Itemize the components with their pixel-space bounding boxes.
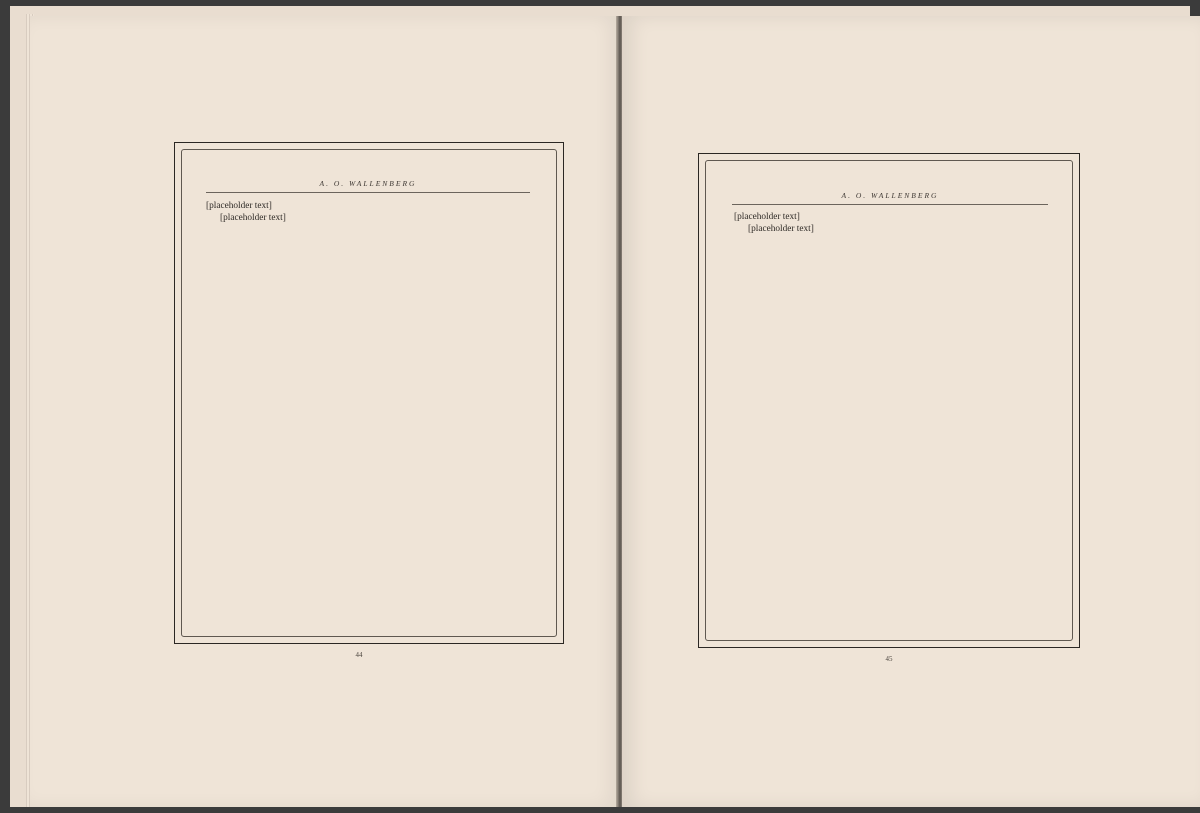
right-page [622,16,1200,807]
right-text-block [734,211,1046,619]
right-paragraph-1: [placeholder text] [734,212,800,222]
right-page-number: 45 [885,655,893,663]
scan-background [10,6,1190,807]
left-running-head: A. O. WALLENBERG [319,179,417,188]
left-paragraph-2: [placeholder text] [220,213,286,224]
left-paragraph-1: [placeholder text] [206,201,272,211]
left-page [30,16,620,807]
left-page-number: 44 [355,651,363,659]
right-head-rule [732,204,1048,205]
left-text-block [206,200,530,608]
right-paragraph-2: [placeholder text] [748,224,814,235]
left-head-rule [206,192,530,193]
right-running-head: A. O. WALLENBERG [841,191,939,200]
